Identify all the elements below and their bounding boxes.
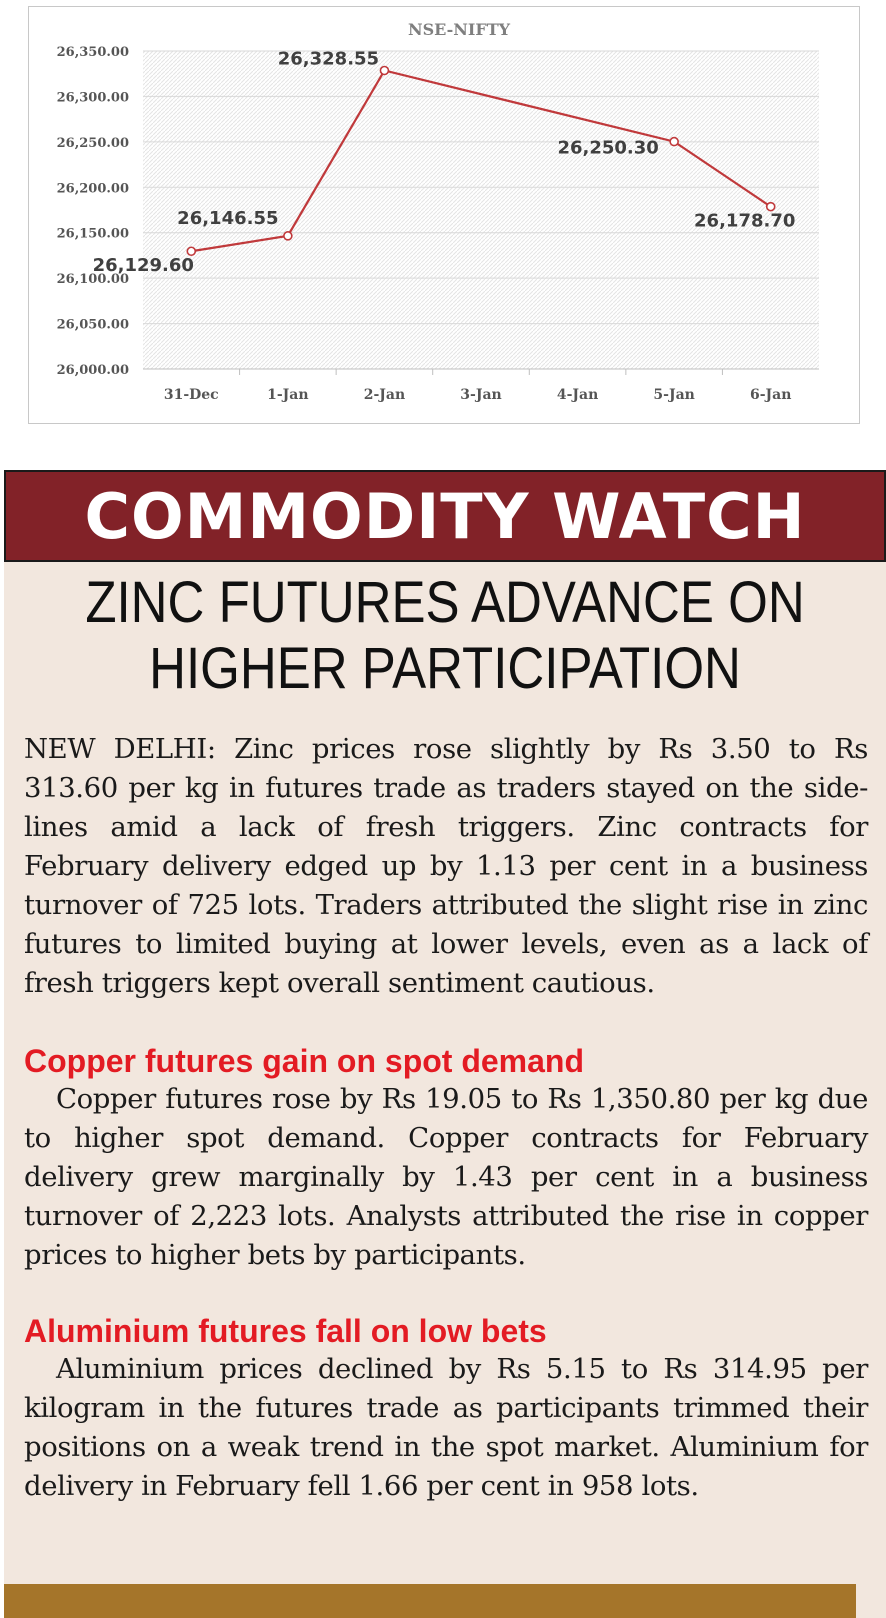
nifty-chart xyxy=(28,6,860,424)
commodity-watch-box xyxy=(4,470,886,1618)
data-label: 26,250.30 xyxy=(557,137,659,159)
banner-title: COMMODITY WATCH xyxy=(84,479,806,553)
data-point xyxy=(767,203,775,211)
x-tick-label: 4-Jan xyxy=(556,387,599,403)
x-tick-label: 3-Jan xyxy=(460,387,502,403)
x-tick-label: 1-Jan xyxy=(267,387,309,403)
y-tick-label: 26,150.00 xyxy=(56,226,129,242)
data-point xyxy=(187,247,195,255)
section-banner xyxy=(4,470,886,562)
copper-paragraph: Copper futures rose by Rs 19.05 to Rs 1,350.80 per kg due to higher spot demand. Copper contracts for February delivery grew marginally by 1.43 per cent in a business turnover of 2,223 lots. Analysts attributed the rise in copper prices to higher bets by participants. xyxy=(24,1083,868,1271)
y-tick-label: 26,250.00 xyxy=(56,135,129,151)
aluminium-paragraph: Aluminium prices declined by Rs 5.15 to Rs 314.95 per kilogram in the futures trade as participants trimmed their positions on a weak trend in the spot market. Aluminium for delivery in February fell 1.66 per cent in 958 lots. xyxy=(24,1353,868,1502)
y-tick-label: 26,050.00 xyxy=(56,317,129,333)
aluminium-subheading: Aluminium futures fall on low bets xyxy=(24,1313,547,1349)
data-point xyxy=(380,66,388,74)
y-tick-label: 26,200.00 xyxy=(56,181,129,197)
y-tick-label: 26,350.00 xyxy=(56,45,129,60)
data-label: 26,129.60 xyxy=(92,255,194,277)
copper-subheading: Copper futures gain on spot demand xyxy=(24,1043,585,1079)
y-tick-label: 26,300.00 xyxy=(56,90,129,106)
x-tick-label: 2-Jan xyxy=(363,387,406,403)
article-headline: ZINC FUTURES ADVANCE ON HIGHER PARTICIPATION xyxy=(85,570,805,701)
data-label: 26,328.55 xyxy=(277,48,380,70)
x-tick-label: 6-Jan xyxy=(749,387,792,403)
bottom-rule xyxy=(4,1584,856,1618)
y-tick-label: 26,100.00 xyxy=(56,272,129,288)
y-tick-label: 26,000.00 xyxy=(56,363,129,378)
chart-svg xyxy=(29,7,861,425)
x-tick-label: 31-Dec xyxy=(163,387,219,403)
x-tick-label: 5-Jan xyxy=(653,387,695,403)
data-point xyxy=(670,138,678,146)
data-label: 26,146.55 xyxy=(177,207,279,229)
data-point xyxy=(284,232,292,240)
data-label: 26,178.70 xyxy=(694,210,796,232)
chart-title: NSE-NIFTY xyxy=(407,20,511,39)
zinc-paragraph: NEW DELHI: Zinc prices rose slightly by Rs 3.50 to Rs 313.60 per kg in futures trade as traders stayed on the side-lines amid a lack of fresh triggers. Zinc contracts for February delivery edged up by 1.13 per cent in a business turnover of 725 lots. Traders attributed the slight rise in zinc futures to limited buying at lower levels, even as a lack of fresh triggers kept overall sentiment cautious. xyxy=(24,733,868,999)
